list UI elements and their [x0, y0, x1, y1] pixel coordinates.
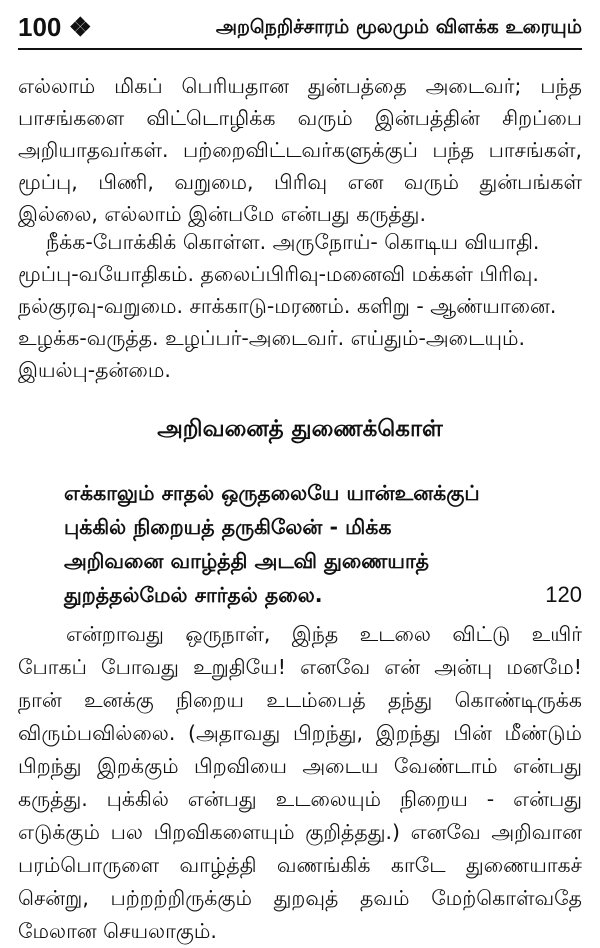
verse-number: 120 [545, 582, 582, 607]
verse-last-row [64, 578, 582, 612]
page-number: 100 ❖ [18, 12, 92, 42]
verse-block [64, 476, 582, 612]
paragraph-commentary: எல்லாம் மிகப் பெரியதான துன்பத்தை அடைவர்; பந்த பாசங்களை விட்டொழிக்க வரும் இன்பத்தின் சிறப்பை அறியாதவர்கள். பற்றைவிட்டவர்களுக்குப் பந்த பாசங்கள், மூப்பு, பிணி, வறுமை, பிரிவு என வரும் துன்பங்கள் இல்லை, எல்லாம் இன்பமே என்பது கருத்து. [18, 74, 582, 226]
verse-line-2: புக்கில் நிறையத் தருகிலேன் - மிக்க [64, 515, 392, 539]
verse-line-1: எக்காலும் சாதல் ஒருதலையே யான்உனக்குப் [64, 481, 480, 505]
running-head-title: அறநெறிச்சாரம் மூலமும் விளக்க உரையும் [215, 16, 582, 38]
verse-line-3: அறிவனை வாழ்த்தி அடவி துணையாத் [64, 549, 430, 573]
verse-line-4: துறத்தல்மேல் சார்தல் தலை. [64, 583, 323, 607]
paragraph-explanation: என்றாவது ஒருநாள், இந்த உடலை விட்டு உயிர் போகப் போவது உறுதியே! எனவே என் அன்பு மனமே! நான் உனக்கு நிறைய உடம்பைத் தந்து கொண்டிருக்க விரும்பவில்லை. (அதாவது பிறந்து, இறந்து பின் மீண்டும் பிறந்து இறக்கும் பிறவியை அடைய வேண்டாம் என்பது கருத்து. புக்கில் என்பது உடலையும் நிறைய - என்பது எடுக்கும் பல பிறவிகளையும் குறித்தது.) எனவே அறிவான பரம்பொருளை வாழ்த்தி வணங்கிக் காடே துணையாகச் சென்று, பற்றற்றிருக்கும் துறவுத் தவம் மேற்கொள்வதே மேலான செயலாகும். [18, 622, 582, 943]
paragraph-glossary: நீக்க-போக்கிக் கொள்ள. அருநோய்- கொடிய வியாதி. மூப்பு-வயோதிகம். தலைப்பிரிவு-மனைவி மக்கள் பிரிவு. நல்குரவு-வறுமை. சாக்காடு-மரணம். களிறு - ஆண்யானை. உழக்க-வருத்த. உழப்பர்-அடைவர். எய்தும்-அடையும். இயல்பு-தன்மை. [18, 230, 557, 382]
section-heading: அறிவனைத் துணைக்கொள் [157, 416, 443, 442]
header-rule [18, 48, 582, 50]
page-header [18, 10, 582, 46]
